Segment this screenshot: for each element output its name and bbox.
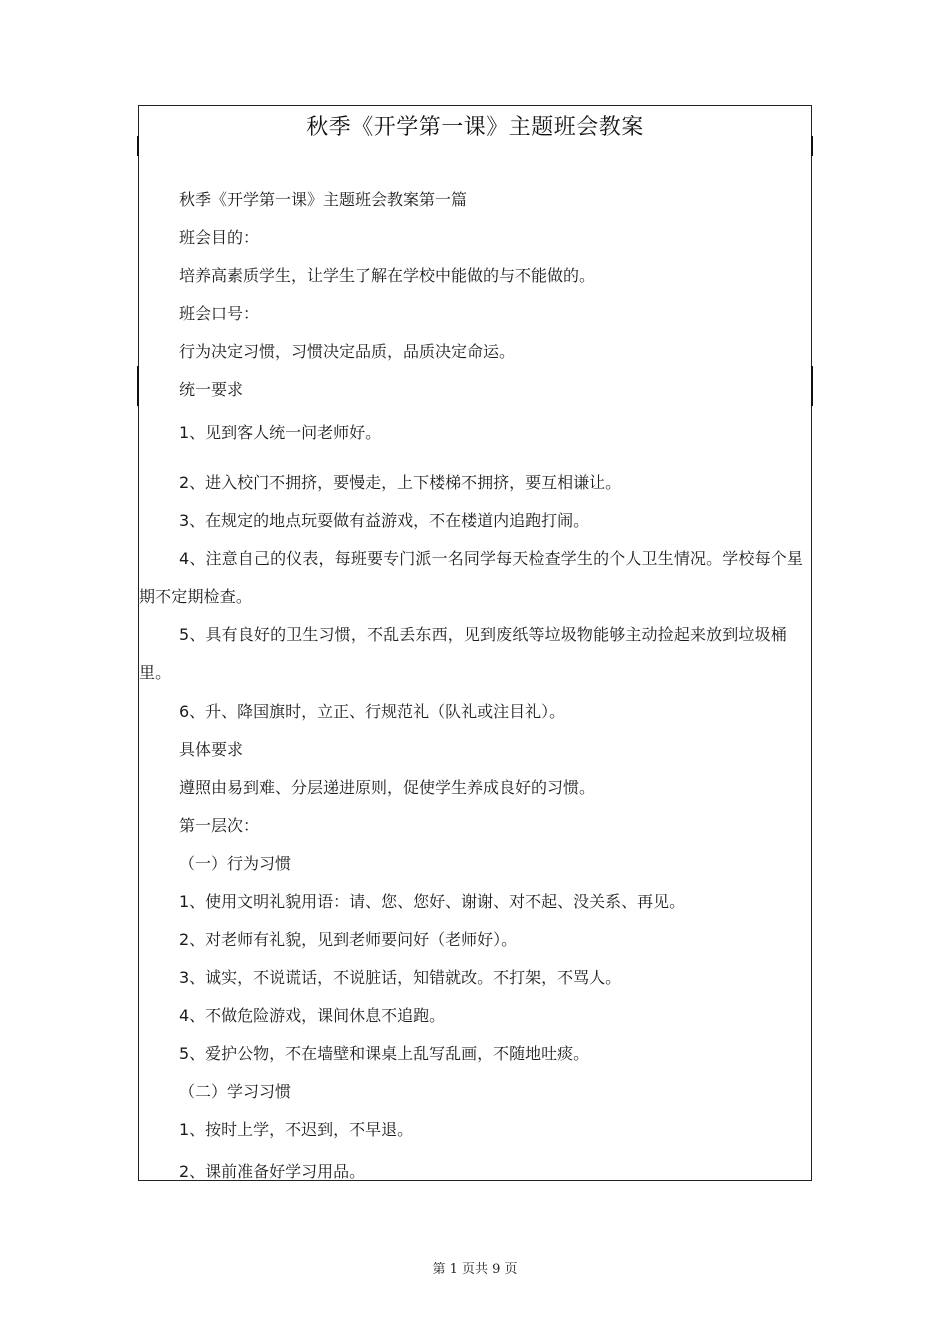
list-item: 1、使用文明礼貌用语：请、您、您好、谢谢、对不起、没关系、再见。 [179, 892, 686, 911]
list-item: 6、升、降国旗时，立正、行规范礼（队礼或注目礼）。 [179, 702, 566, 721]
list-item: 3、诚实，不说谎话，不说脏话，知错就改。不打架，不骂人。 [179, 968, 622, 987]
paragraph-line: 第一层次： [179, 816, 260, 835]
list-item: 4、注意自己的仪表，每班要专门派一名同学每天检查学生的个人卫生情况。学校每个星期不定期检查。 [139, 549, 804, 606]
list-item: 5、具有良好的卫生习惯，不乱丢东西，见到废纸等垃圾物能够主动捡起来放到垃圾桶里。 [139, 625, 787, 682]
document-title: 秋季《开学第一课》主题班会教案 [306, 115, 644, 140]
section-heading: 秋季《开学第一课》主题班会教案第一篇 [179, 190, 468, 209]
subsection-heading: （二）学习习惯 [179, 1082, 292, 1101]
list-item: 2、对老师有礼貌，见到老师要问好（老师好）。 [179, 930, 518, 949]
list-item: 3、在规定的地点玩耍做有益游戏，不在楼道内追跑打闹。 [179, 511, 590, 530]
list-item: 2、进入校门不拥挤，要慢走，上下楼梯不拥挤，要互相谦让。 [179, 473, 622, 492]
paragraph-line: 培养高素质学生，让学生了解在学校中能做的与不能做的。 [179, 266, 596, 285]
frame-tick-left-mid [137, 366, 139, 406]
list-item: 5、爱护公物，不在墙壁和课桌上乱写乱画，不随地吐痰。 [179, 1044, 590, 1063]
paragraph-line: 遵照由易到难、分层递进原则，促使学生养成良好的习惯。 [179, 778, 596, 797]
list-item: 1、按时上学，不迟到，不早退。 [179, 1120, 414, 1139]
page-footer: 第 1 页共 9 页 [432, 1262, 518, 1277]
paragraph-line: 班会目的： [179, 228, 260, 247]
frame-tick-right-mid [811, 366, 813, 406]
list-item: 2、课前准备好学习用品。 [179, 1162, 366, 1181]
paragraph-line: 班会口号： [179, 304, 260, 323]
subsection-heading: （一）行为习惯 [179, 854, 292, 873]
list-item: 4、不做危险游戏，课间休息不追跑。 [179, 1006, 446, 1025]
frame-tick-right-top [811, 136, 813, 156]
document-frame [138, 105, 812, 1181]
paragraph-line: 具体要求 [179, 740, 244, 759]
list-item: 1、见到客人统一问老师好。 [179, 423, 382, 442]
paragraph-line: 统一要求 [179, 380, 244, 399]
paragraph-line: 行为决定习惯，习惯决定品质，品质决定命运。 [179, 342, 516, 361]
